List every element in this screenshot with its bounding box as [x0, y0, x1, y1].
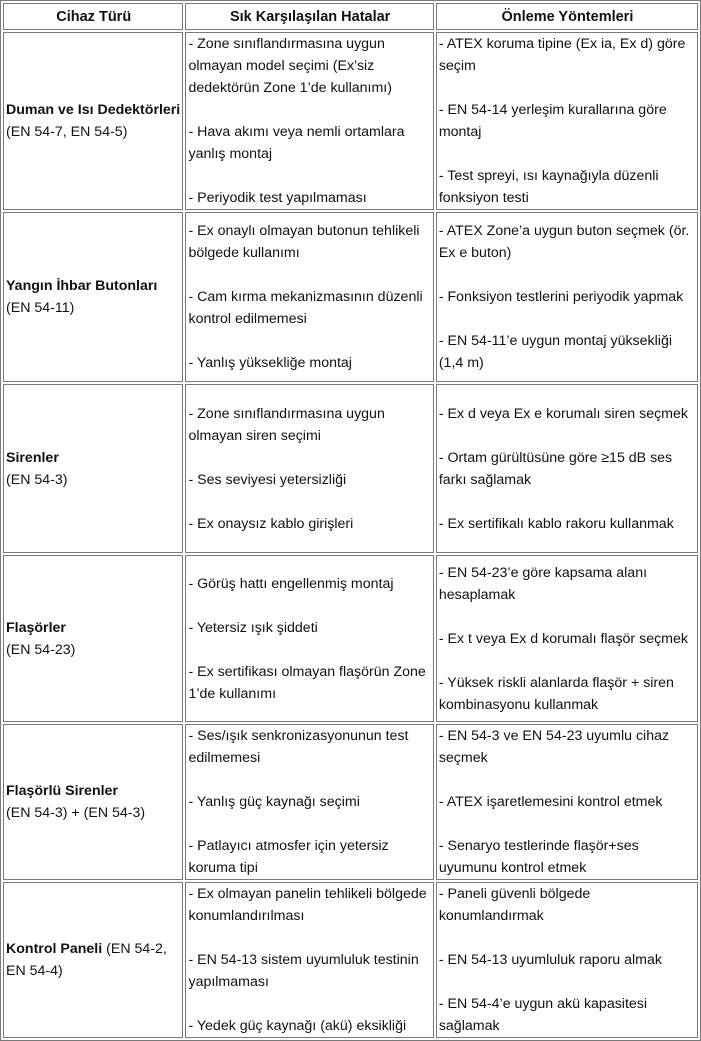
device-name: Yangın İhbar Butonları	[6, 278, 158, 294]
error-item: - Ex olmayan panelin tehlikeli bölgede konumlandırılması	[188, 886, 427, 924]
error-item: - Hava akımı veya nemli ortamlara yanlış montaj	[188, 124, 405, 162]
device-cell	[3, 384, 183, 553]
errors-cell	[185, 32, 433, 210]
error-item: - Yanlış güç kaynağı seçimi	[188, 794, 360, 810]
error-item: - EN 54-13 sistem uyumluluk testinin yapılmaması	[188, 952, 419, 990]
error-item: - Ses seviyesi yetersizliği	[188, 471, 347, 488]
prevention-item: - ATEX Zone’a uygun buton seçmek (ör. Ex e buton)	[438, 223, 690, 261]
error-item: - Ses/ışık senkronizasyonunun test edilmemesi	[188, 728, 409, 766]
prevention-item: - Ortam gürültüsüne göre ≥15 dB ses farkı sağlamak	[438, 449, 673, 488]
table-row	[3, 724, 698, 880]
prevention-item: - EN 54-4’e uygun akü kapasitesi sağlamak	[438, 996, 648, 1034]
prevention-cell	[436, 32, 698, 210]
error-item: - Yedek güç kaynağı (akü) eksikliği	[188, 1018, 407, 1034]
prevention-item: - ATEX koruma tipine (Ex ia, Ex d) göre seçim	[438, 36, 686, 74]
prevention-item: - ATEX işaretlemesini kontrol etmek	[438, 794, 663, 810]
error-item: - Yanlış yüksekliğe montaj	[188, 355, 352, 371]
table-row	[3, 32, 698, 210]
error-item: - Yetersiz ışık şiddeti	[188, 619, 318, 636]
prevention-item: - EN 54-13 uyumluluk raporu almak	[438, 952, 662, 968]
error-item: - Zone sınıflandırmasına uygun olmayan model seçimi (Ex’siz dedektörün Zone 1’de kullanımı)	[188, 36, 392, 96]
error-item: - Zone sınıflandırmasına uygun olmayan siren seçimi	[188, 405, 385, 444]
prevention-item: - Ex sertifikalı kablo rakoru kullanmak	[438, 515, 674, 532]
device-cell	[3, 555, 183, 722]
device-name: Flaşörler	[6, 619, 66, 636]
error-item: - Patlayıcı atmosfer için yetersiz koruma tipi	[188, 838, 389, 876]
errors-cell	[185, 724, 433, 880]
prevention-item: - Senaryo testlerinde flaşör+ses uyumunu kontrol etmek	[438, 838, 639, 876]
table-row	[3, 882, 698, 1038]
errors-cell	[185, 212, 433, 382]
device-name: Sirenler	[6, 449, 59, 466]
prevention-cell	[436, 212, 698, 382]
device-standard: (EN 54-3)	[6, 471, 68, 488]
device-standard: (EN 54-7, EN 54-5)	[6, 124, 128, 140]
errors-cell	[185, 384, 433, 553]
error-item: - Görüş hattı engellenmiş montaj	[188, 575, 394, 592]
table-row	[3, 384, 698, 553]
header-prevention-methods: Önleme Yöntemleri	[436, 3, 698, 30]
prevention-cell	[436, 555, 698, 722]
prevention-item: - Fonksiyon testlerini periyodik yapmak	[438, 289, 684, 305]
header-row	[3, 3, 698, 30]
errors-cell	[185, 882, 433, 1038]
prevention-item: - EN 54-11’e uygun montaj yüksekliği (1,4 m)	[438, 333, 672, 371]
device-cell	[3, 212, 183, 382]
prevention-cell	[436, 882, 698, 1038]
errors-cell	[185, 555, 433, 722]
device-name: Flaşörlü Sirenler	[6, 783, 118, 799]
error-item: - Ex onaylı olmayan butonun tehlikeli bölgede kullanımı	[188, 223, 420, 261]
device-cell	[3, 882, 183, 1038]
prevention-cell	[436, 724, 698, 880]
prevention-item: - EN 54-14 yerleşim kurallarına göre montaj	[438, 102, 667, 140]
prevention-item: - Yüksek riskli alanlarda flaşör + siren kombinasyonu kullanmak	[438, 674, 674, 713]
prevention-cell	[436, 384, 698, 553]
device-standard: (EN 54-11)	[6, 300, 75, 316]
error-item: - Ex sertifikası olmayan flaşörün Zone 1’de kullanımı	[188, 663, 426, 702]
prevention-item: - Test spreyi, ısı kaynağıyla düzenli fonksiyon testi	[438, 168, 659, 206]
device-cell	[3, 32, 183, 210]
prevention-item: - EN 54-3 ve EN 54-23 uyumlu cihaz seçmek	[438, 728, 670, 766]
prevention-item: - Ex t veya Ex d korumalı flaşör seçmek	[438, 630, 688, 647]
device-standard: (EN 54-2, EN 54-4)	[6, 941, 167, 979]
header-common-errors: Sık Karşılaşılan Hatalar	[185, 3, 433, 30]
error-item: - Ex onaysız kablo girişleri	[188, 515, 354, 532]
header-device-type: Cihaz Türü	[3, 3, 183, 30]
device-cell	[3, 724, 183, 880]
device-standard: (EN 54-3) + (EN 54-3)	[6, 805, 146, 821]
prevention-item: - EN 54-23’e göre kapsama alanı hesaplamak	[438, 564, 648, 603]
error-item: - Periyodik test yapılmaması	[188, 190, 367, 206]
prevention-item: - Ex d veya Ex e korumalı siren seçmek	[438, 405, 688, 422]
error-item: - Cam kırma mekanizmasının düzenli kontrol edilmemesi	[188, 289, 423, 327]
prevention-item: - Paneli güvenli bölgede konumlandırmak	[438, 886, 591, 924]
device-standard: (EN 54-23)	[6, 641, 76, 658]
table-row	[3, 555, 698, 722]
device-name: Duman ve Isı Dedektörleri	[6, 102, 181, 118]
table-row	[3, 212, 698, 382]
device-name: Kontrol Paneli	[6, 941, 103, 957]
